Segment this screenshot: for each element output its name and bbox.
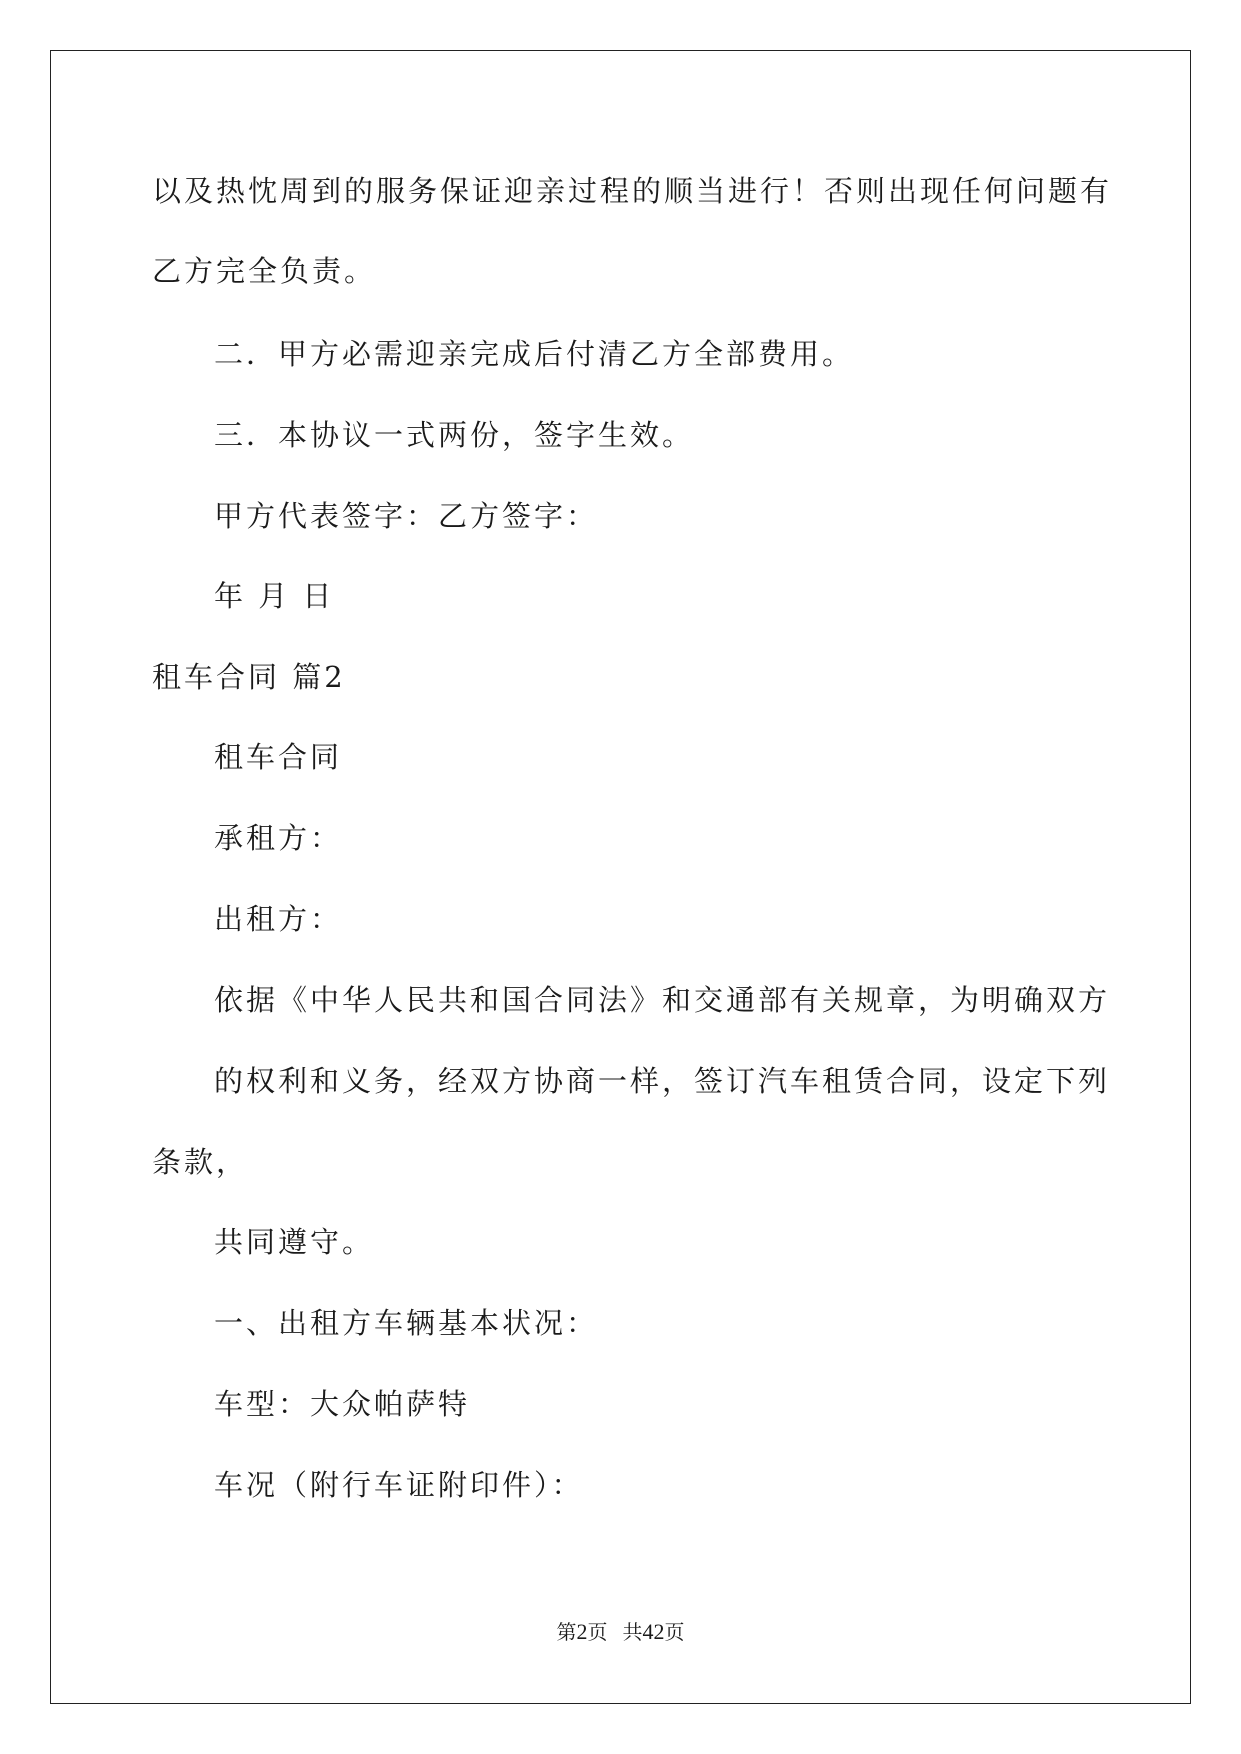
total-pages: 42	[642, 1619, 665, 1644]
text-line: 二．甲方必需迎亲完成后付清乙方全部费用。	[214, 337, 855, 371]
total-suffix: 页	[664, 1622, 685, 1644]
text-line: 一、出租方车辆基本状况：	[214, 1306, 599, 1340]
text-line: 共同遵守。	[214, 1225, 375, 1259]
text-line: 的权利和义务，经双方协商一样，签订汽车租赁合同，设定下列	[214, 1064, 1111, 1098]
page-number: 2	[576, 1619, 588, 1644]
section-heading: 租车合同 篇2	[152, 660, 346, 694]
text-line: 乙方完全负责。	[152, 254, 377, 288]
text-line: 依据《中华人民共和国合同法》和交通部有关规章，为明确双方	[214, 983, 1111, 1017]
text-line: 甲方代表签字：乙方签字：	[214, 499, 599, 533]
page-border	[50, 50, 1191, 1704]
text-line: 以及热忱周到的服务保证迎亲过程的顺当进行！否则出现任何问题有	[152, 174, 1113, 208]
text-line: 条款，	[152, 1145, 249, 1179]
text-line: 承租方：	[214, 821, 343, 855]
page-prefix: 第	[556, 1622, 577, 1644]
page-footer	[0, 1620, 1241, 1645]
text-line: 三．本协议一式两份，签字生效。	[214, 418, 695, 452]
text-line: 出租方：	[214, 902, 343, 936]
total-prefix: 共	[622, 1622, 643, 1644]
text-line: 年 月 日	[214, 579, 335, 613]
text-line: 车况（附行车证附印件）：	[214, 1468, 584, 1502]
text-line: 租车合同	[214, 740, 343, 774]
text-line: 车型：大众帕萨特	[214, 1387, 471, 1421]
page-suffix: 页	[587, 1622, 608, 1644]
